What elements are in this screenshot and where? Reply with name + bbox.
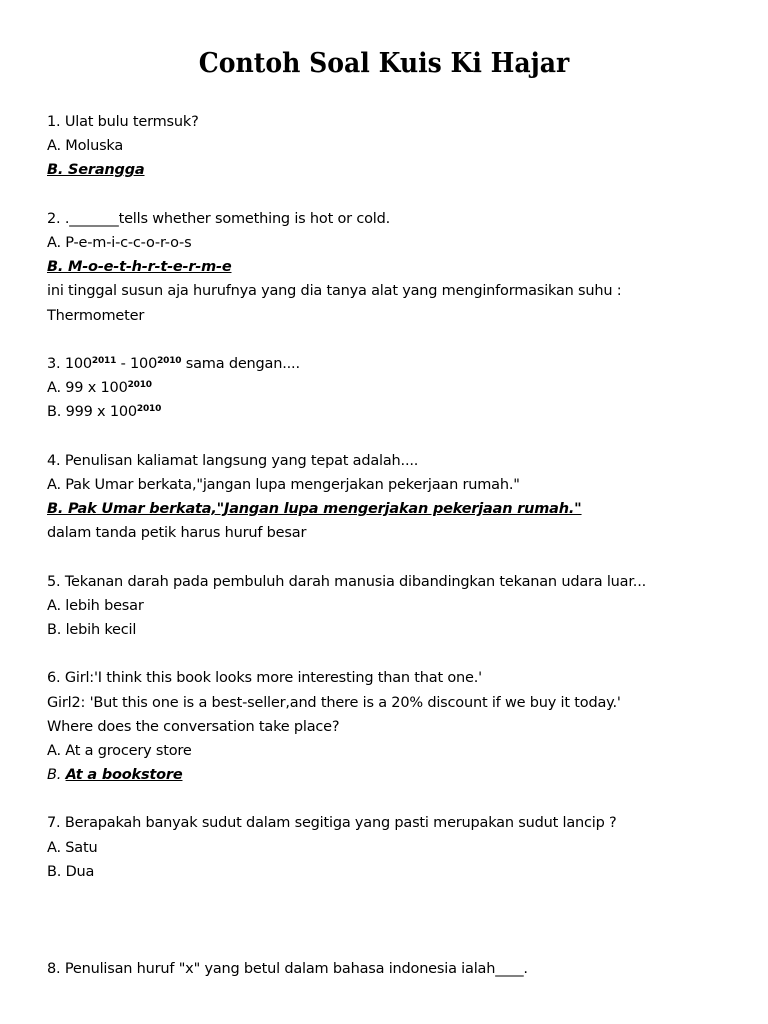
question-7-option-a: A. Satu bbox=[47, 839, 98, 856]
question-1-option-b: B. Serangga bbox=[47, 162, 145, 179]
question-4-option-b: B. Pak Umar berkata,"Jangan lupa mengerjakan pekerjaan rumah." bbox=[47, 501, 582, 517]
question-5-option-b: B. lebih kecil bbox=[47, 621, 137, 638]
question-2-note-answer: Thermometer bbox=[47, 307, 145, 324]
question-2: 2. ._______tells whether something is hot or cold. bbox=[47, 210, 391, 227]
quiz-content bbox=[47, 110, 747, 981]
question-4-option-a: A. Pak Umar berkata,"jangan lupa mengerjakan pekerjaan rumah." bbox=[47, 476, 520, 493]
question-4: 4. Penulisan kaliamat langsung yang tepat adalah.... bbox=[47, 452, 419, 469]
question-3: 3. $100^{2011} - 100^{2010}$ sama dengan.... bbox=[47, 355, 300, 372]
question-3-option-b: B. 999 x $100^{2010}$ bbox=[47, 404, 162, 421]
exponent: 2010 bbox=[136, 404, 162, 415]
question-2-option-b: B. M-o-e-t-h-r-t-e-r-m-e bbox=[47, 259, 232, 276]
exponent: 2010 bbox=[127, 380, 152, 391]
question-2-option-a: A. P-e-m-i-c-c-o-r-o-s bbox=[47, 234, 192, 251]
question-8: 8. Penulisan huruf "x" yang betul dalam bahasa indonesia ialah____. bbox=[47, 960, 528, 977]
question-1-option-a: A. Moluska bbox=[47, 138, 124, 155]
question-6-option-b: B. At a bookstore bbox=[47, 767, 183, 784]
document-title: Contoh Soal Kuis Ki Hajar bbox=[198, 48, 570, 79]
question-5-option-a: A. lebih besar bbox=[47, 597, 144, 614]
question-6-line-2: Girl2: 'But this one is a best-seller,and there is a 20% discount if we buy it today.' bbox=[47, 694, 621, 711]
question-1: 1. Ulat bulu termsuk? bbox=[47, 114, 199, 130]
question-4-note: dalam tanda petik harus huruf besar bbox=[47, 525, 307, 542]
question-6-option-a: A. At a grocery store bbox=[47, 742, 192, 759]
question-6-line-1: 6. Girl:'I think this book looks more interesting than that one.' bbox=[47, 670, 482, 687]
exponent: 2011 bbox=[91, 355, 117, 366]
question-7: 7. Berapakah banyak sudut dalam segitiga yang pasti merupakan sudut lancip ? bbox=[47, 815, 617, 832]
exponent: 2010 bbox=[157, 355, 182, 366]
question-5: 5. Tekanan darah pada pembuluh darah manusia dibandingkan tekanan udara luar... bbox=[47, 573, 647, 590]
question-2-note: ini tinggal susun aja hurufnya yang dia tanya alat yang menginformasikan suhu : bbox=[47, 283, 622, 300]
question-3-option-a: A. 99 x $100^{2010}$ bbox=[47, 380, 152, 397]
question-7-option-b: B. Dua bbox=[47, 863, 95, 880]
question-6-line-3: Where does the conversation take place? bbox=[47, 718, 340, 735]
